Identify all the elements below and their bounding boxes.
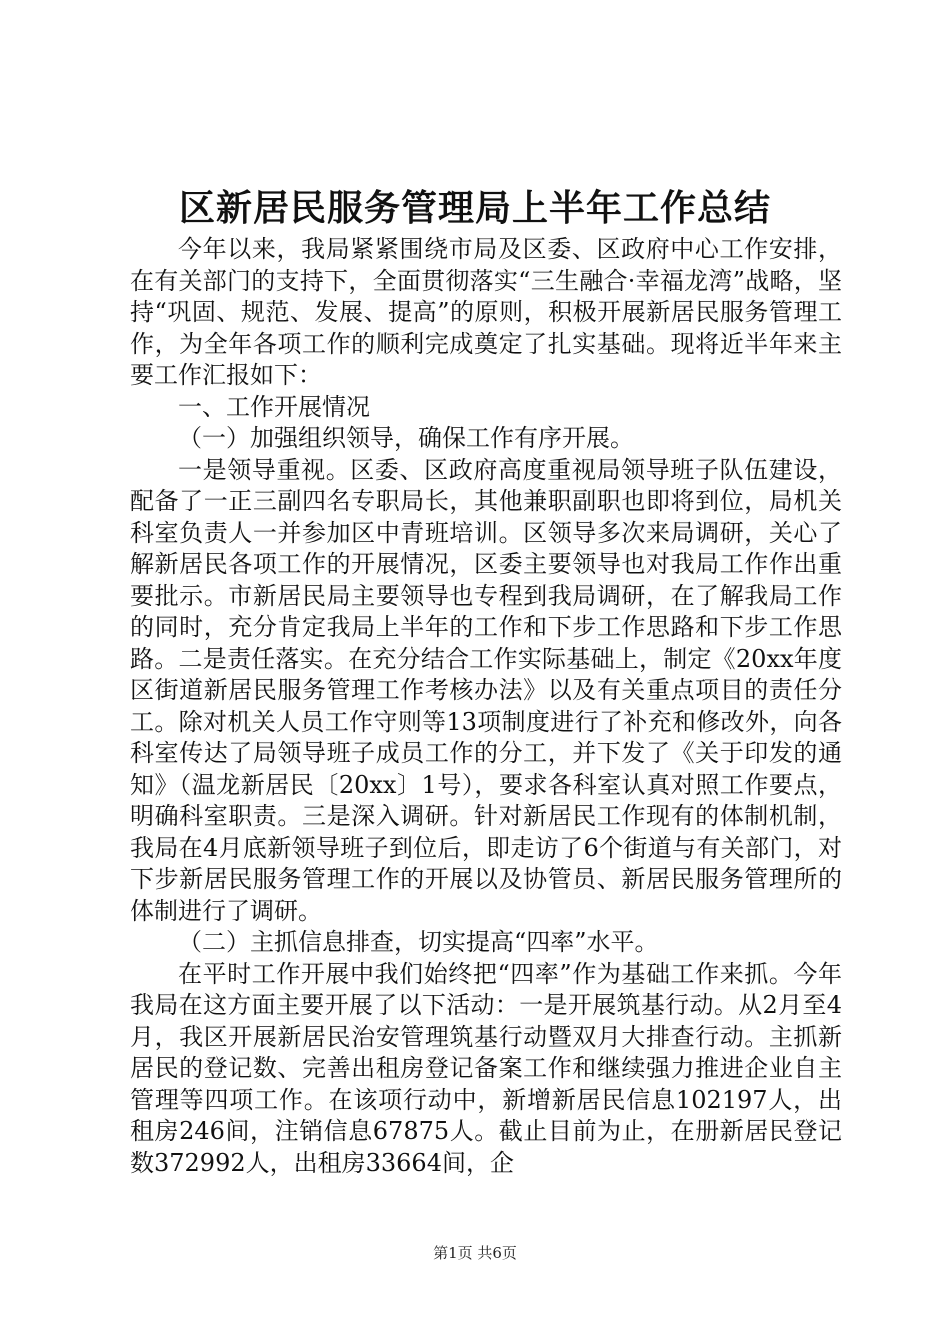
intro-paragraph: 今年以来，我局紧紧围绕市局及区委、区政府中心工作安排，在有关部门的支持下，全面贯彻落实“三生融合·幸福龙湾”战略，坚持“巩固、规范、发展、提高”的原则，积极开展新居民服务管理工作，为全年各项工作的顺利完成奠定了扎实基础。现将近半年来主要工作汇报如下： <box>130 235 842 389</box>
page-footer: 第1页 共6页 <box>433 1244 517 1262</box>
body-paragraph-1: 一是领导重视。区委、区政府高度重视局领导班子队伍建设，配备了一正三副四名专职局长，其他兼职副职也即将到位，局机关科室负责人一并参加区中青班培训。区领导多次来局调研，关心了解新居民各项工作的开展情况，区委主要领导也对我局工作作出重要批示。市新居民局主要领导也专程到我局调研，在了解我局工作的同时，充分肯定我局上半年的工作和下步工作思路和下步工作思路。二是责任落实。在充分结合工作实际基础上，制定《20xx年度区街道新居民服务管理工作考核办法》以及有关重点项目的责任分工。除对机关人员工作守则等13项制度进行了补充和修改外，向各科室传达了局领导班子成员工作的分工，并下发了《关于印发的通知》（温龙新居民〔20xx〕1号），要求各科室认真对照工作要点，明确科室职责。三是深入调研。针对新居民工作现有的体制机制，我局在4月底新领导班子到位后，即走访了6个街道与有关部门，对下步新居民服务管理工作的开展以及协管员、新居民服务管理所的体制进行了调研。 <box>130 455 842 925</box>
section-heading: 一、工作开展情况 <box>178 392 370 421</box>
document-body <box>130 234 842 1179</box>
subsection-heading-1: （一）加强组织领导，确保工作有序开展。 <box>178 424 634 452</box>
subsection-heading-2: （二）主抓信息排查，切实提高“四率”水平。 <box>178 928 659 956</box>
body-paragraph-2: 在平时工作开展中我们始终把“四率”作为基础工作来抓。今年我局在这方面主要开展了以下活动：一是开展筑基行动。从2月至4月，我区开展新居民治安管理筑基行动暨双月大排查行动。主抓新居民的登记数、完善出租房登记备案工作和继续强力推进企业自主管理等四项工作。在该项行动中，新增新居民信息102197人，出租房246间，注销信息67875人。截止目前为止，在册新居民登记数372992人，出租房33664间，企 <box>130 959 842 1177</box>
document-title: 区新居民服务管理局上半年工作总结 <box>178 187 771 229</box>
